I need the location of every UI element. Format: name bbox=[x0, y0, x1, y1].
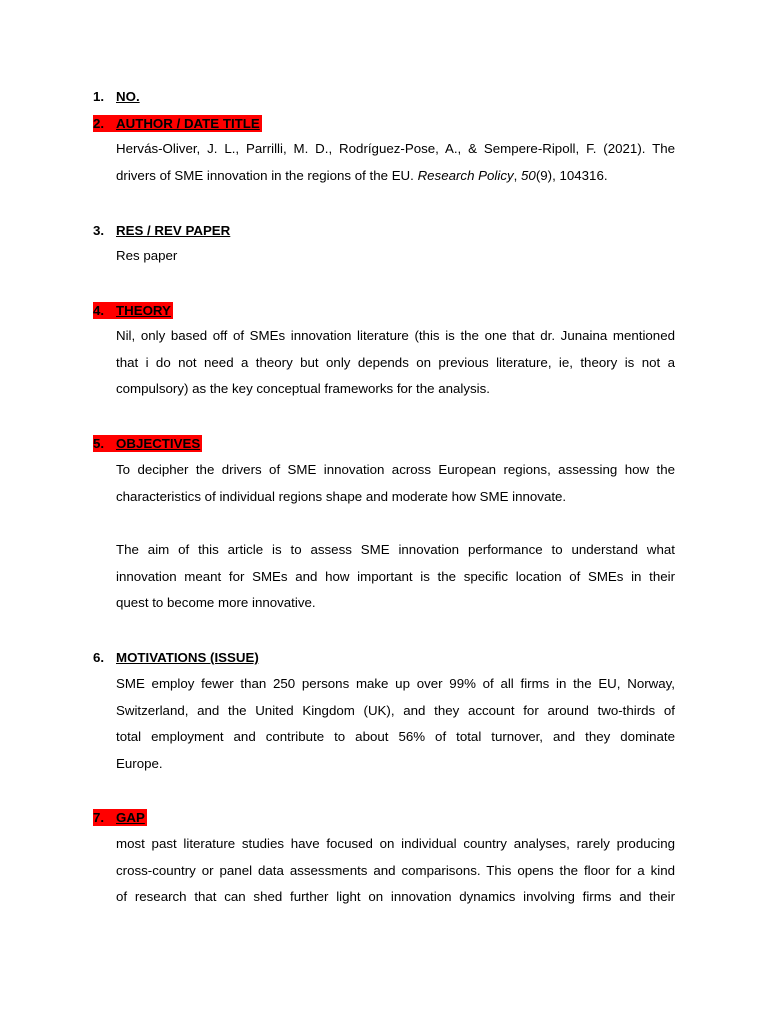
citation-title-text: drivers of SME innovation in the regions of the EU. bbox=[116, 167, 418, 183]
gap-paragraph bbox=[116, 831, 675, 911]
section-label: GAP bbox=[116, 810, 145, 825]
section-number: 5. bbox=[93, 436, 105, 451]
paragraph-line: compulsory) as the key conceptual frameworks for the analysis. bbox=[116, 381, 490, 397]
section-heading-gap bbox=[93, 809, 147, 826]
section-label: OBJECTIVES bbox=[116, 436, 201, 451]
paragraph-line: that i do not need a theory but only depends on previous literature, ie, theory is not a bbox=[116, 354, 675, 370]
paper-type-paragraph bbox=[116, 243, 675, 270]
section-number: 2. bbox=[93, 116, 105, 131]
citation-issue-pages: (9), 104316. bbox=[535, 167, 608, 183]
paragraph-line: total employment and contribute to about 56% of total turnover, and they dominate bbox=[116, 729, 675, 745]
objectives-paragraph-2 bbox=[116, 537, 675, 617]
section-heading-res-rev-paper bbox=[93, 222, 230, 239]
section-label: THEORY bbox=[116, 303, 171, 318]
journal-volume: 50 bbox=[521, 167, 536, 183]
section-number: 7. bbox=[93, 810, 105, 825]
section-label: MOTIVATIONS (ISSUE) bbox=[116, 650, 259, 665]
section-label: RES / REV PAPER bbox=[116, 223, 231, 238]
paragraph-line: most past literature studies have focused on individual country analyses, rarely producing bbox=[116, 836, 675, 851]
motivations-paragraph bbox=[116, 671, 675, 778]
section-number: 3. bbox=[93, 223, 105, 238]
citation-paragraph bbox=[116, 136, 675, 189]
citation-separator: , bbox=[513, 167, 522, 183]
section-number: 1. bbox=[93, 89, 105, 104]
section-heading-motivations bbox=[93, 649, 259, 666]
citation-line bbox=[116, 163, 675, 190]
section-label: AUTHOR / DATE TITLE bbox=[116, 116, 260, 131]
objectives-paragraph-1 bbox=[116, 457, 675, 510]
paragraph-line: Nil, only based off of SMEs innovation literature (this is the one that dr. Junaina mentioned bbox=[116, 328, 675, 343]
section-heading-objectives bbox=[93, 435, 202, 452]
paragraph-line: cross-country or panel data assessments and comparisons. This opens the floor for a kind bbox=[116, 862, 675, 878]
section-number: 6. bbox=[93, 650, 105, 665]
paragraph-line: The aim of this article is to assess SME innovation performance to understand what bbox=[116, 542, 675, 557]
paragraph-line: Switzerland, and the United Kingdom (UK), and they account for around two-thirds of bbox=[116, 702, 675, 718]
paragraph-line: Europe. bbox=[116, 756, 163, 772]
section-heading-author-date-title bbox=[93, 115, 262, 132]
theory-paragraph bbox=[116, 323, 675, 403]
section-heading-no bbox=[93, 88, 140, 105]
paragraph-line: SME employ fewer than 250 persons make up over 99% of all firms in the EU, Norway, bbox=[116, 676, 675, 691]
paragraph-line: innovation meant for SMEs and how important is the specific location of SMEs in their bbox=[116, 568, 675, 584]
section-heading-theory bbox=[93, 302, 173, 319]
section-label: NO. bbox=[116, 89, 140, 104]
citation-line: Hervás-Oliver, J. L., Parrilli, M. D., Rodríguez-Pose, A., & Sempere-Ripoll, F. (2021). The bbox=[116, 141, 675, 156]
section-number: 4. bbox=[93, 303, 105, 318]
paragraph-line: quest to become more innovative. bbox=[116, 595, 316, 611]
paragraph-line: Res paper bbox=[116, 248, 178, 263]
paragraph-line: To decipher the drivers of SME innovation across European regions, assessing how the bbox=[116, 462, 675, 477]
paragraph-line: of research that can shed further light on innovation dynamics involving firms and their bbox=[116, 889, 675, 905]
journal-name: Research Policy bbox=[417, 167, 514, 183]
paragraph-line: characteristics of individual regions shape and moderate how SME innovate. bbox=[116, 488, 567, 504]
